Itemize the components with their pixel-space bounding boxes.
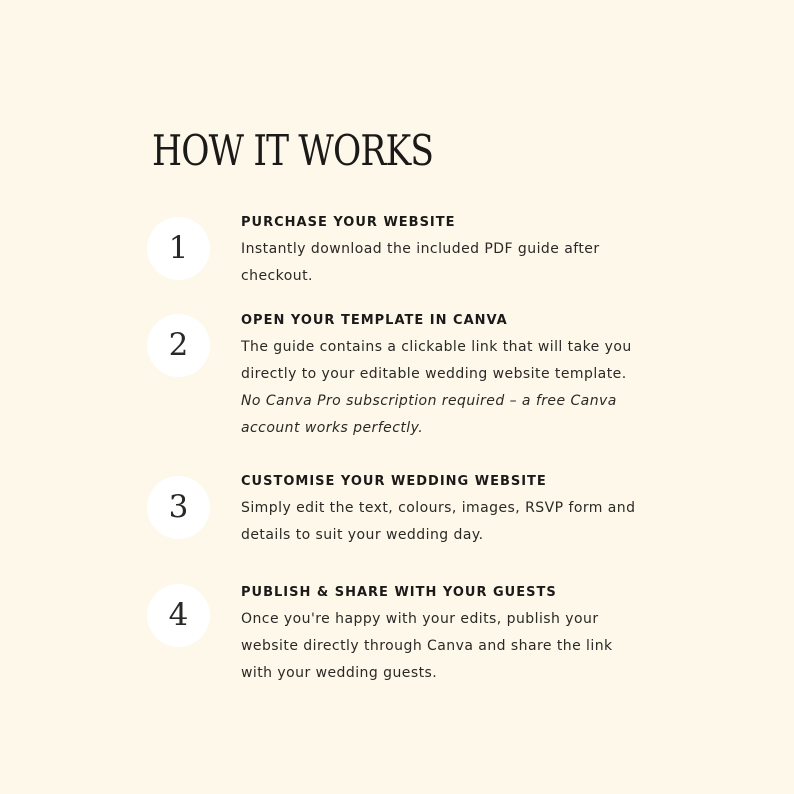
step-number-badge: 3 (147, 476, 210, 539)
step-content (241, 584, 661, 687)
step-description: The guide contains a clickable link that will take you directly to your editable wedding website template. (241, 339, 632, 382)
step-description: Simply edit the text, colours, images, RSVP form and details to suit your wedding day. (241, 500, 636, 543)
step-content (241, 214, 661, 290)
step-description: Once you're happy with your edits, publish your website directly through Canva and share the link with your wedding guests. (241, 611, 613, 681)
step-heading: PURCHASE YOUR WEBSITE (241, 215, 456, 230)
step-note: No Canva Pro subscription required – a free Canva account works perfectly. (241, 393, 617, 436)
step-description: Instantly download the included PDF guide after checkout. (241, 241, 600, 284)
step-number-badge: 1 (147, 217, 210, 280)
page-title: HOW IT WORKS (152, 126, 434, 175)
step-number-badge: 2 (147, 314, 210, 377)
step-heading: OPEN YOUR TEMPLATE IN CANVA (241, 313, 508, 328)
step-content (241, 473, 661, 549)
step-heading: CUSTOMISE YOUR WEDDING WEBSITE (241, 474, 547, 489)
step-content (241, 312, 661, 442)
step-number-badge: 4 (147, 584, 210, 647)
step-heading: PUBLISH & SHARE WITH YOUR GUESTS (241, 585, 557, 600)
